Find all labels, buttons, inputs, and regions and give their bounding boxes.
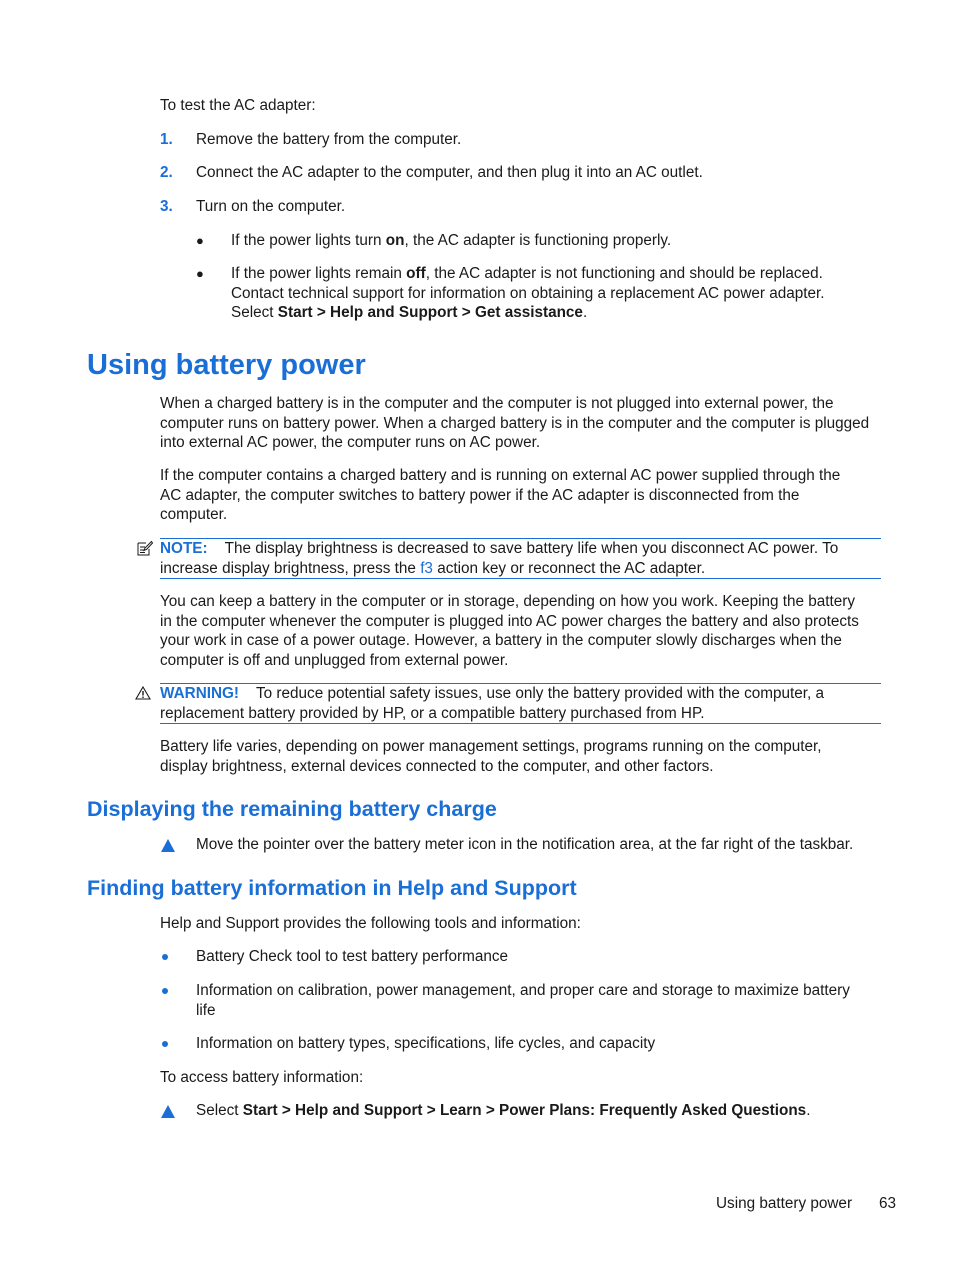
warning-text: WARNING! To reduce potential safety issues, use only the battery provided with the computer, a replacement battery provided by HP, or a compatible battery purchased from HP.: [160, 685, 825, 722]
footer-title: Using battery power: [716, 1195, 853, 1212]
note-label: NOTE:: [160, 540, 208, 557]
step-text: Connect the AC adapter to the computer, and then plug it into an AC outlet.: [196, 164, 703, 181]
step-triangle-icon: [161, 1105, 175, 1118]
warning-icon: [135, 686, 151, 700]
step-text: Move the pointer over the battery meter icon in the notification area, at the far right of the taskbar.: [196, 836, 854, 853]
subsection-heading: Displaying the remaining battery charge: [87, 797, 497, 821]
bullet-icon: [162, 988, 168, 994]
paragraph: Battery life varies, depending on power management settings, programs running on the computer, display brightness, external devices connected to the computer, and other factors.: [160, 738, 822, 775]
key-link: f3: [420, 559, 433, 577]
bullet-icon: ●: [196, 233, 204, 248]
bullet-text: Information on calibration, power management, and proper care and storage to maximize battery life: [196, 982, 850, 1019]
warning-bottom-rule: [160, 723, 881, 724]
intro-text: To access battery information:: [160, 1069, 364, 1086]
note-text: NOTE: The display brightness is decreased to save battery life when you disconnect AC power. To increase display brightness, press the f3 action key or reconnect the AC adapter.: [160, 540, 839, 577]
paragraph: When a charged battery is in the computer and the computer is not plugged into external power, the computer runs on battery power. When a charged battery is in the computer and the computer is plugged into external AC power, the computer runs on AC power.: [160, 395, 870, 451]
step-number: 2.: [160, 164, 173, 181]
section-heading: Using battery power: [87, 349, 366, 381]
bullet-icon: [162, 954, 168, 960]
bullet-icon: ●: [196, 266, 204, 281]
intro-text: Help and Support provides the following tools and information:: [160, 915, 581, 932]
warning-label: WARNING!: [160, 685, 240, 702]
step-text: Turn on the computer.: [196, 198, 346, 215]
note-icon: [136, 540, 153, 557]
sub-bullet-text: If the power lights turn on, the AC adapter is functioning properly.: [231, 232, 672, 249]
subsection-heading: Finding battery information in Help and Support: [87, 876, 577, 900]
sub-bullet-text: If the power lights remain off, the AC adapter is not functioning and should be replaced. Contact technical support for information on obtaining a replacement AC power adapter. Select Start > Help and Support > Get assistance.: [231, 265, 825, 321]
bullet-text: Battery Check tool to test battery performance: [196, 948, 509, 965]
step-text: Select Start > Help and Support > Learn > Power Plans: Frequently Asked Questions.: [196, 1102, 811, 1119]
page-number: 63: [879, 1195, 897, 1212]
step-triangle-icon: [161, 839, 175, 852]
step-text: Remove the battery from the computer.: [196, 131, 462, 148]
bullet-text: Information on battery types, specifications, life cycles, and capacity: [196, 1035, 656, 1052]
paragraph: If the computer contains a charged battery and is running on external AC power supplied through the AC adapter, the computer switches to battery power if the AC adapter is disconnected from the computer.: [160, 467, 841, 523]
paragraph: You can keep a battery in the computer or in storage, depending on how you work. Keeping the battery in the computer whenever the computer is plugged into AC power charges the battery and also protects your work in case of a power outage. However, a battery in the computer slowly discharges when the computer is off and unplugged from external power.: [160, 593, 859, 669]
bullet-icon: [162, 1041, 168, 1047]
step-number: 3.: [160, 198, 173, 215]
step-number: 1.: [160, 131, 173, 148]
note-bottom-rule: [160, 578, 881, 579]
intro-text: To test the AC adapter:: [160, 97, 316, 114]
